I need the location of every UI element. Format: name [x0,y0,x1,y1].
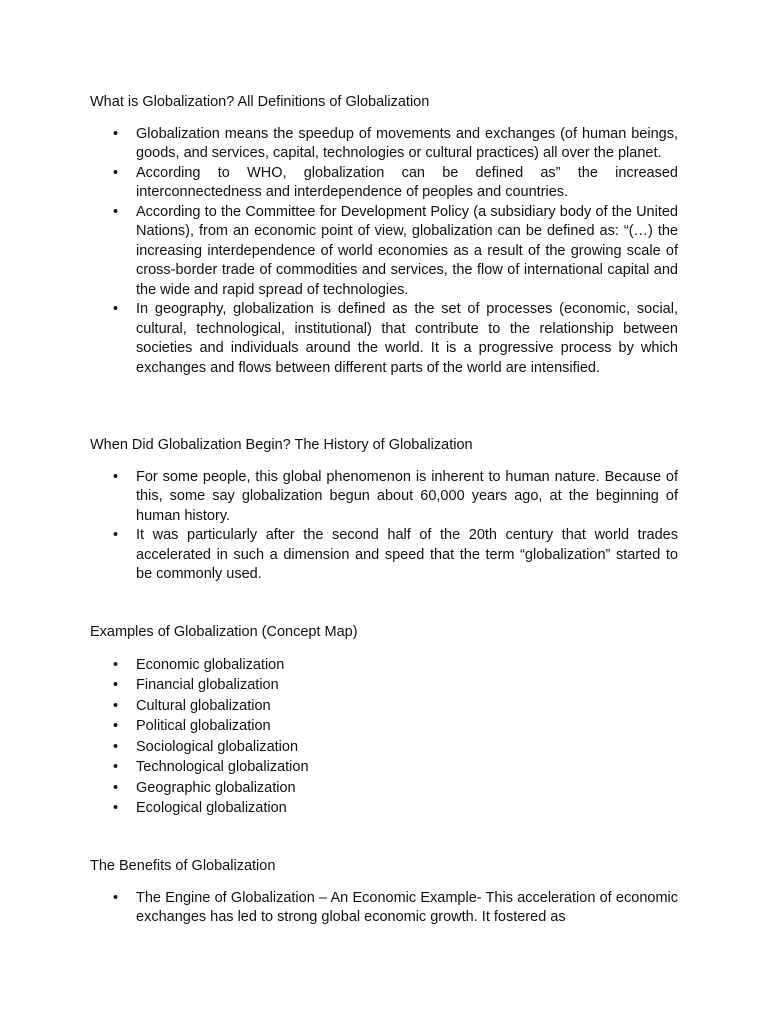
list-item: • Geographic globalization [90,778,678,799]
list-item: • It was particularly after the second half of the 20th century that world trades accelerated in such a dimension and speed that the term “globalization” started to be commonly used. [90,526,678,585]
list-item: • According to the Committee for Development Policy (a subsidiary body of the United Nations), from an economic point of view, globalization can be defined as: “(…) the increasing interdependence of world economies as a result of the growing scale of cross-border trade of commodities and services, the flow of international capital and the wide and rapid spread of technologies. [90,203,678,301]
section-heading: Examples of Globalization (Concept Map) [90,624,358,640]
list-item: • Sociological globalization [90,737,678,758]
section-benefits [90,857,678,928]
section-history [90,436,678,585]
list-item: • According to WHO, globalization can be defined as” the increased interconnectedness and interdependence of peoples and countries. [90,164,678,203]
section-heading: The Benefits of Globalization [90,858,276,874]
section-examples [90,623,678,819]
list-item: • Economic globalization [90,655,678,676]
bullet-list [90,468,678,585]
list-item: • Ecological globalization [90,798,678,819]
list-item: • Technological globalization [90,757,678,778]
list-item: • Political globalization [90,716,678,737]
section-heading: When Did Globalization Begin? The History of Globalization [90,437,473,453]
list-item: • Globalization means the speedup of movements and exchanges (of human beings, goods, and services, capital, technologies or cultural practices) all over the planet. [90,125,678,164]
list-item: • For some people, this global phenomenon is inherent to human nature. Because of this, some say globalization begun about 60,000 years ago, at the beginning of human history. [90,468,678,527]
bullet-list [90,889,678,928]
section-definitions [90,93,678,378]
list-item: • The Engine of Globalization – An Economic Example- This acceleration of economic exchanges has led to strong global economic growth. It fostered as [90,889,678,928]
list-item: • In geography, globalization is defined as the set of processes (economic, social, cultural, technological, institutional) that contribute to the relationship between societies and individuals around the world. It is a progressive process by which exchanges and flows between different parts of the world are intensified. [90,300,678,378]
list-item: • Cultural globalization [90,696,678,717]
bullet-list [90,125,678,379]
list-item: • Financial globalization [90,675,678,696]
bullet-list [90,655,678,819]
section-heading: What is Globalization? All Definitions of Globalization [90,94,430,110]
